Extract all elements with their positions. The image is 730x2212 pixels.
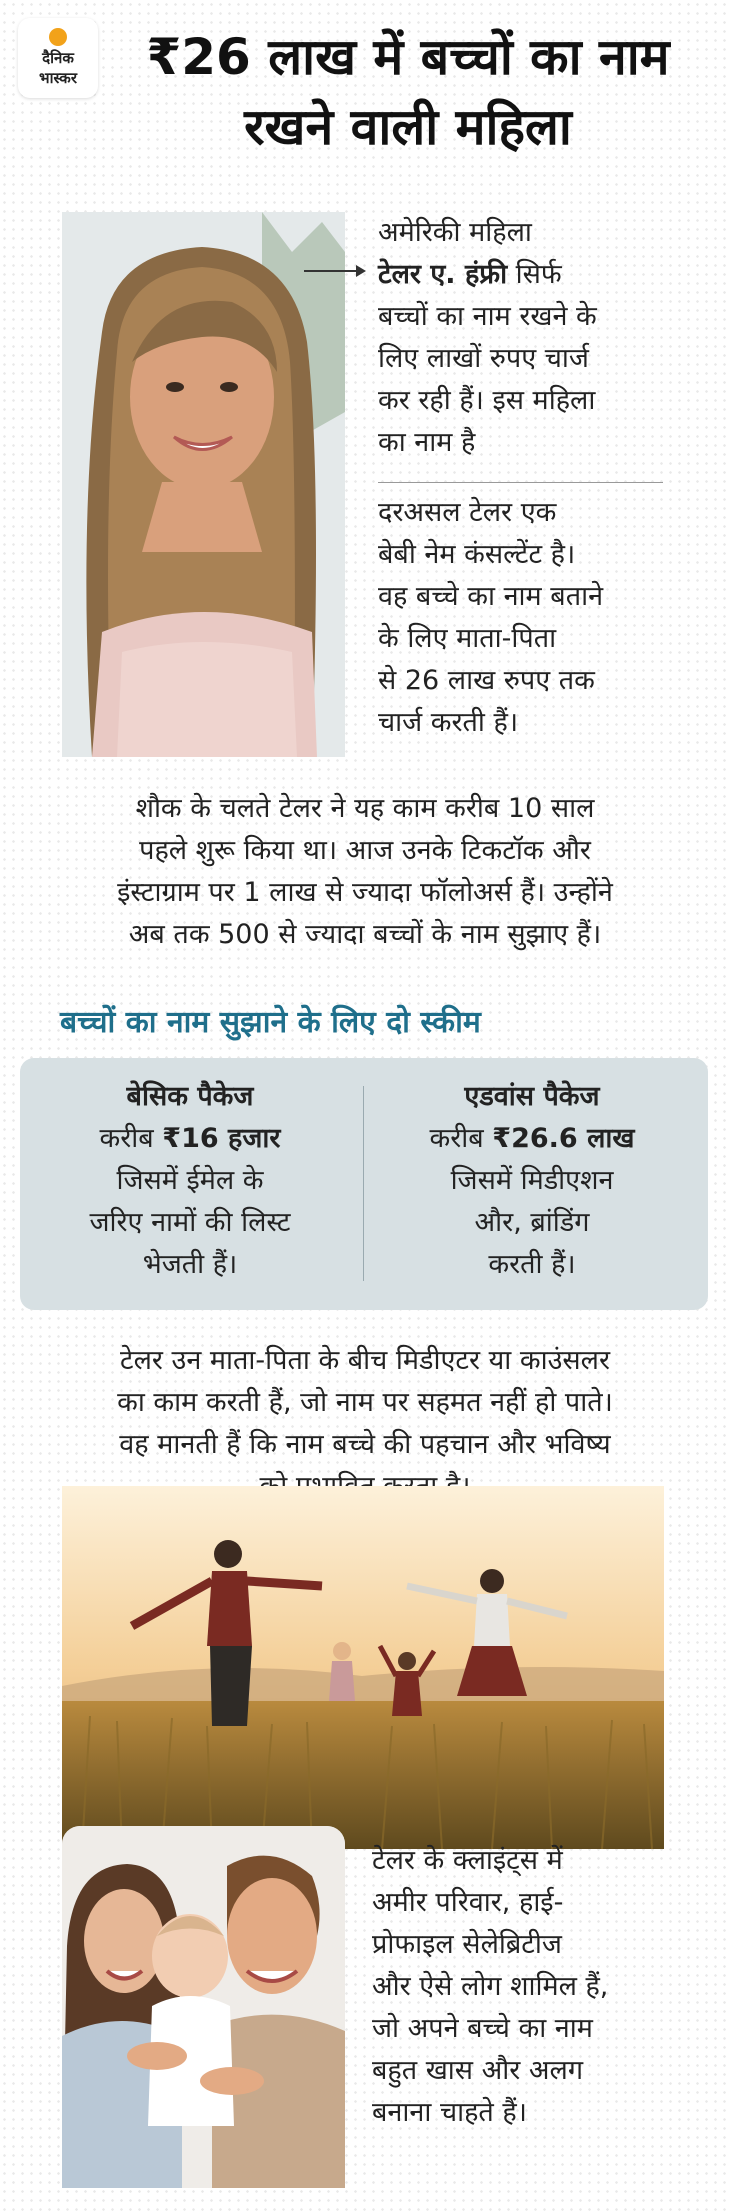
clients-line: बनाना चाहते हैं। — [372, 2097, 527, 2128]
intro-text — [378, 212, 668, 464]
hobby-line: इंस्टाग्राम पर 1 लाख से ज्यादा फॉलोअर्स हैं। उन्होंने — [117, 877, 613, 908]
intro-name-line — [378, 254, 668, 296]
family-portrait-photo — [62, 1826, 345, 2188]
clients-line: जो अपने बच्चे का नाम — [372, 2013, 593, 2044]
consultant-line: से 26 लाख रुपए तक — [378, 665, 595, 696]
advance-package-desc: और, ब्रांडिंग — [474, 1207, 590, 1238]
taylor-portrait-photo — [62, 212, 345, 757]
basic-package-desc: जरिए नामों की लिस्ट — [89, 1207, 291, 1238]
logo-sun-icon — [49, 28, 67, 46]
intro-line: का नाम है — [378, 427, 476, 458]
consultant-line: दरअसल टेलर एक — [378, 497, 557, 528]
mediator-paragraph — [50, 1340, 680, 1508]
mediator-line: वह मानती हैं कि नाम बच्चे की पहचान और भविष्य — [119, 1429, 611, 1460]
logo-text-line1: दैनिक — [42, 49, 74, 67]
portrait-illustration — [62, 212, 345, 757]
pointer-arrow-icon — [304, 270, 364, 272]
basic-package — [30, 1076, 350, 1286]
taylor-name: टेलर ए. हंफ्री — [378, 259, 508, 290]
basic-package-desc: जिसमें ईमेल के — [116, 1165, 264, 1196]
price-prefix: करीब — [99, 1123, 163, 1154]
basic-package-name: बेसिक पैकेज — [126, 1081, 254, 1112]
hobby-line: शौक के चलते टेलर ने यह काम करीब 10 साल — [135, 793, 595, 824]
clients-line: अमीर परिवार, हाई- — [372, 1887, 564, 1918]
family-field-photo — [62, 1486, 664, 1849]
basic-package-price: ₹16 हजार — [162, 1123, 281, 1154]
consultant-line: वह बच्चे का नाम बताने — [378, 581, 604, 612]
clients-line: प्रोफाइल सेलेब्रिटीज — [372, 1929, 562, 1960]
schemes-box — [20, 1058, 708, 1310]
consultant-line: चार्ज करती हैं। — [378, 707, 519, 738]
basic-package-desc: भेजती हैं। — [142, 1249, 238, 1280]
section-divider — [378, 482, 663, 483]
clients-text — [372, 1840, 682, 2134]
advance-package-desc: करती हैं। — [488, 1249, 576, 1280]
consultant-text — [378, 492, 668, 744]
scheme-divider — [363, 1086, 364, 1281]
intro-after-name: सिर्फ — [507, 259, 562, 290]
hobby-line: पहले शुरू किया था। आज उनके टिकटॉक और — [139, 835, 591, 866]
price-prefix: करीब — [429, 1123, 493, 1154]
clients-line: टेलर के क्लाइंट्स में — [372, 1845, 563, 1876]
schemes-heading: बच्चों का नाम सुझाने के लिए दो स्कीम — [60, 1005, 481, 1040]
consultant-line: के लिए माता-पिता — [378, 623, 557, 654]
intro-line: बच्चों का नाम रखने के — [378, 301, 597, 332]
consultant-line: बेबी नेम कंसल्टेंट है। — [378, 539, 576, 570]
advance-package-desc: जिसमें मिडीएशन — [450, 1165, 614, 1196]
intro-line: अमेरिकी महिला — [378, 217, 532, 248]
advance-package-name: एडवांस पैकेज — [464, 1081, 600, 1112]
intro-line: कर रही हैं। इस महिला — [378, 385, 596, 416]
logo-text-line2: भास्कर — [39, 69, 77, 87]
field-illustration — [62, 1486, 664, 1849]
clients-line: बहुत खास और अलग — [372, 2055, 584, 2086]
advance-package-price: ₹26.6 लाख — [492, 1123, 635, 1154]
mediator-line: टेलर उन माता-पिता के बीच मिडीएटर या काउंसलर — [119, 1345, 611, 1376]
hobby-paragraph — [50, 788, 680, 956]
page-title: ₹26 लाख में बच्चों का नाम रखने वाली महिला — [146, 28, 670, 156]
advance-package-price-line — [372, 1118, 692, 1160]
intro-line: लिए लाखों रुपए चार्ज — [378, 343, 589, 374]
clients-line: और ऐसे लोग शामिल हैं, — [372, 1971, 609, 2002]
advance-package — [372, 1076, 692, 1286]
basic-package-price-line — [30, 1118, 350, 1160]
hobby-line: अब तक 500 से ज्यादा बच्चों के नाम सुझाए हैं। — [128, 919, 602, 950]
dainik-bhaskar-logo — [18, 18, 98, 98]
mediator-line: का काम करती हैं, जो नाम पर सहमत नहीं हो पाते। — [117, 1387, 613, 1418]
family-illustration — [62, 1826, 345, 2188]
